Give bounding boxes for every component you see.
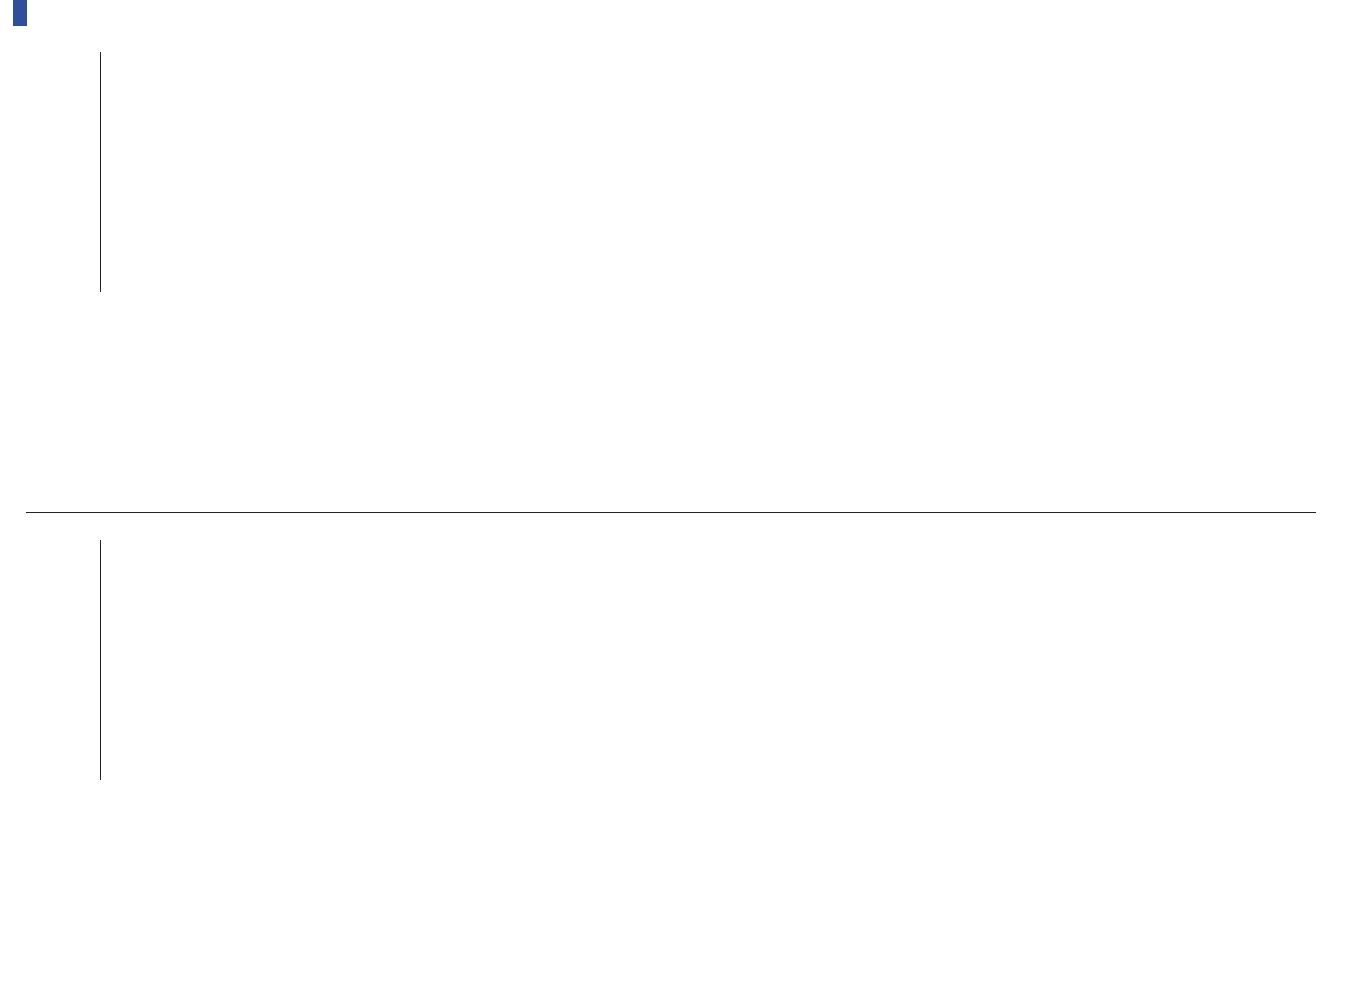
footnote-rule bbox=[100, 540, 101, 780]
publisher-logo bbox=[13, 0, 27, 26]
right-column bbox=[101, 535, 1316, 975]
column-divider bbox=[26, 512, 1316, 513]
footnote-rule bbox=[100, 52, 101, 292]
left-column bbox=[101, 12, 1316, 482]
